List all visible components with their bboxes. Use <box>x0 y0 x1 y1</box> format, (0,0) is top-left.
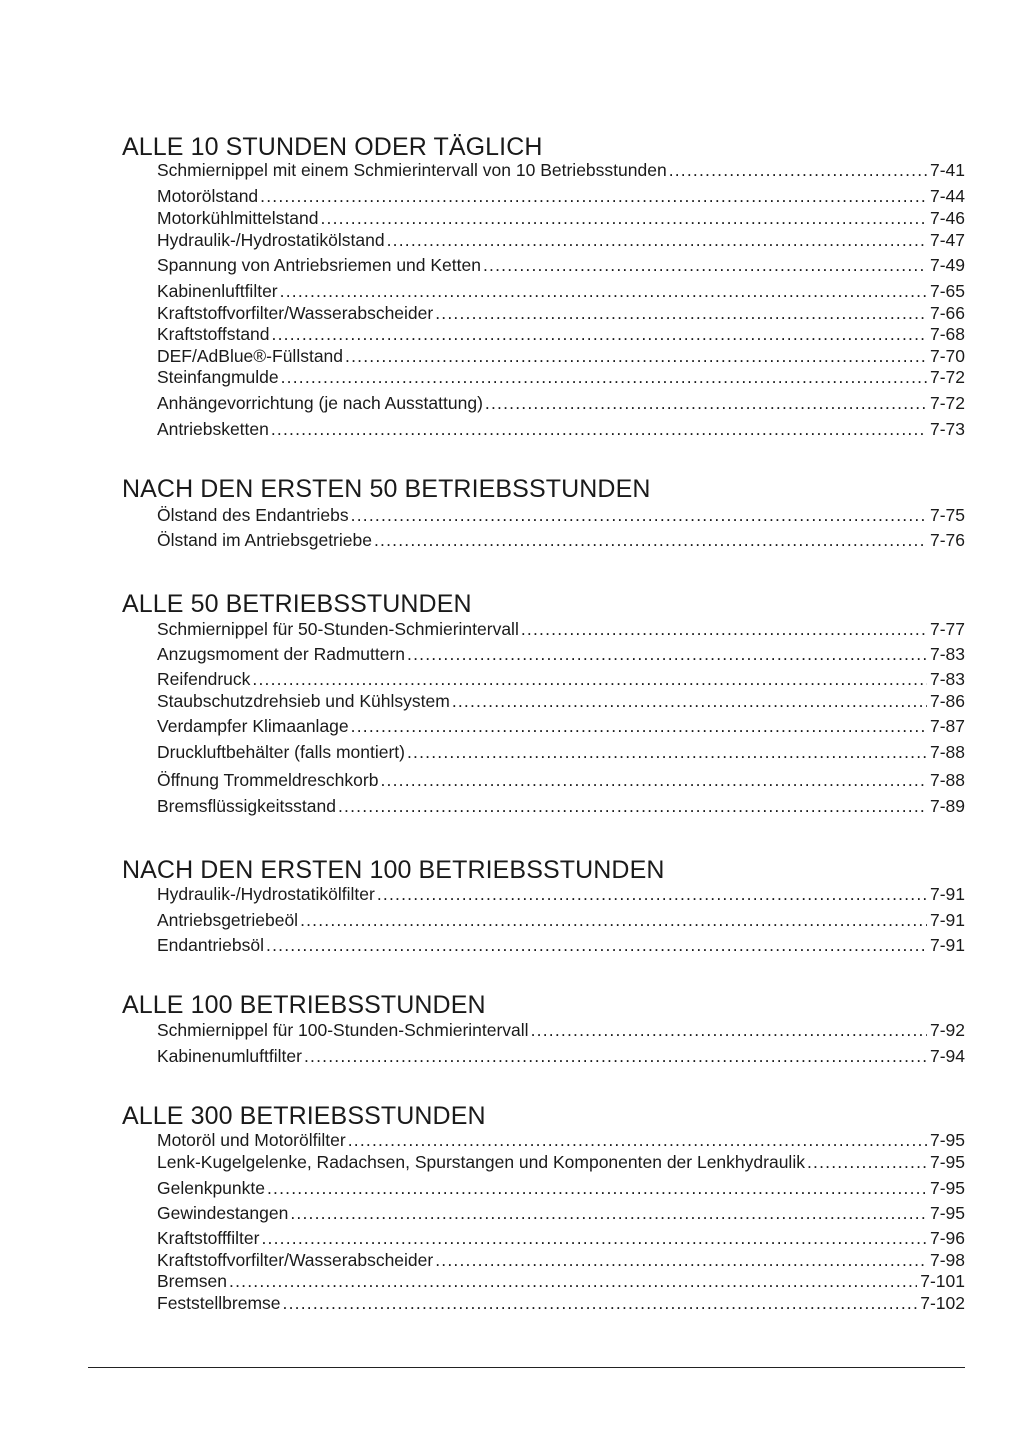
toc-entry-title: Kraftstoffvorfilter/Wasserabscheider <box>157 303 434 323</box>
toc-entry-title: Kabinenumluftfilter <box>157 1046 302 1066</box>
toc-entry-title: Steinfangmulde <box>157 367 279 387</box>
toc-entry-page-number: 7-75 <box>929 505 965 525</box>
toc-entry-page-number: 7-102 <box>920 1293 965 1313</box>
toc-entry-page-number: 7-41 <box>929 160 965 180</box>
toc-entry-title: Anhängevorrichtung (je nach Ausstattung) <box>157 393 483 413</box>
toc-entry[interactable] <box>157 302 965 324</box>
toc-entry[interactable] <box>157 1045 965 1067</box>
toc-entry-title: Motorkühlmittelstand <box>157 208 319 228</box>
toc-entry-page-number: 7-70 <box>929 346 965 366</box>
toc-entry-title: Feststellbremse <box>157 1293 281 1313</box>
toc-entry[interactable] <box>157 934 965 956</box>
toc-entry[interactable] <box>157 254 965 276</box>
toc-entry[interactable] <box>157 366 965 388</box>
toc-entry-page-number: 7-76 <box>929 530 965 550</box>
toc-entry-page-number: 7-86 <box>929 691 965 711</box>
toc-entry-page-number: 7-49 <box>929 255 965 275</box>
toc-entry[interactable] <box>157 1129 965 1151</box>
dot-leader <box>452 690 927 712</box>
section-heading: ALLE 100 BETRIEBSSTUNDEN <box>122 991 486 1019</box>
dot-leader <box>435 302 927 324</box>
toc-entry-title: Antriebsgetriebeöl <box>157 910 299 930</box>
toc-entry[interactable] <box>157 741 965 763</box>
dot-leader <box>531 1019 927 1041</box>
dot-leader <box>261 1227 927 1249</box>
toc-entry-title: Ölstand im Antriebsgetriebe <box>157 530 372 550</box>
toc-entry-title: Druckluftbehälter (falls montiert) <box>157 742 405 762</box>
toc-entry[interactable] <box>157 159 965 181</box>
toc-entry-title: Hydraulik-/Hydrostatikölstand <box>157 230 385 250</box>
toc-entry-title: Öffnung Trommeldreschkorb <box>157 770 379 790</box>
toc-entry-title: DEF/AdBlue®-Füllstand <box>157 346 344 366</box>
toc-entry[interactable] <box>157 883 965 905</box>
toc-entry-page-number: 7-65 <box>929 281 965 301</box>
section-heading: NACH DEN ERSTEN 100 BETRIEBSSTUNDEN <box>122 856 665 884</box>
toc-entry-page-number: 7-95 <box>929 1203 965 1223</box>
toc-entry-title: Spannung von Antriebsriemen und Ketten <box>157 255 481 275</box>
toc-entry-page-number: 7-68 <box>929 324 965 344</box>
toc-entry-title: Motoröl und Motorölfilter <box>157 1130 346 1150</box>
toc-entry[interactable] <box>157 207 965 229</box>
dot-leader <box>271 418 927 440</box>
toc-entry-title: Schmiernippel für 50-Stunden-Schmierintervall <box>157 619 519 639</box>
dot-leader <box>351 504 927 526</box>
toc-entry[interactable] <box>157 1019 965 1041</box>
dot-leader <box>272 323 927 345</box>
dot-leader <box>283 1292 918 1314</box>
toc-entry[interactable] <box>157 618 965 640</box>
dot-leader <box>485 392 927 414</box>
toc-entry[interactable] <box>157 280 965 302</box>
toc-entry[interactable] <box>157 909 965 931</box>
toc-entry-title: Lenk-Kugelgelenke, Radachsen, Spurstangen und Komponenten der Lenkhydraulik <box>157 1152 805 1172</box>
toc-entry-page-number: 7-47 <box>929 230 965 250</box>
toc-entry[interactable] <box>157 1227 965 1249</box>
toc-entry-page-number: 7-46 <box>929 208 965 228</box>
toc-entry[interactable] <box>157 1151 965 1173</box>
dot-leader <box>387 229 927 251</box>
toc-entry[interactable] <box>157 769 965 791</box>
toc-entry[interactable] <box>157 1249 965 1271</box>
section-heading: NACH DEN ERSTEN 50 BETRIEBSSTUNDEN <box>122 475 651 503</box>
toc-entry-page-number: 7-87 <box>929 716 965 736</box>
dot-leader <box>348 1129 927 1151</box>
toc-entry-page-number: 7-92 <box>929 1020 965 1040</box>
toc-entry[interactable] <box>157 345 965 367</box>
toc-entry-title: Antriebsketten <box>157 419 269 439</box>
toc-entry-page-number: 7-72 <box>929 393 965 413</box>
dot-leader <box>521 618 927 640</box>
toc-entry-title: Bremsen <box>157 1271 228 1291</box>
toc-entry[interactable] <box>157 529 965 551</box>
section-heading: ALLE 300 BETRIEBSSTUNDEN <box>122 1102 486 1130</box>
dot-leader <box>377 883 927 905</box>
toc-entry[interactable] <box>157 185 965 207</box>
toc-entry-page-number: 7-101 <box>920 1271 965 1291</box>
toc-entry-title: Kraftstoffvorfilter/Wasserabscheider <box>157 1250 434 1270</box>
toc-entry[interactable] <box>157 392 965 414</box>
toc-entry-page-number: 7-77 <box>929 619 965 639</box>
toc-entry[interactable] <box>157 690 965 712</box>
dot-leader <box>252 668 927 690</box>
dot-leader <box>669 159 927 181</box>
toc-entry-page-number: 7-98 <box>929 1250 965 1270</box>
toc-entry-title: Hydraulik-/Hydrostatikölfilter <box>157 884 375 904</box>
dot-leader <box>483 254 927 276</box>
toc-entry[interactable] <box>157 643 965 665</box>
toc-entry-page-number: 7-95 <box>929 1178 965 1198</box>
toc-entry-title: Staubschutzdrehsieb und Kühlsystem <box>157 691 450 711</box>
dot-leader <box>407 741 927 763</box>
dot-leader <box>267 1177 927 1199</box>
toc-entry-page-number: 7-66 <box>929 303 965 323</box>
toc-entry-title: Kraftstofffilter <box>157 1228 260 1248</box>
toc-entry-title: Endantriebsöl <box>157 935 265 955</box>
toc-entry-title: Reifendruck <box>157 669 251 689</box>
toc-entry-page-number: 7-91 <box>929 884 965 904</box>
dot-leader <box>281 366 927 388</box>
toc-entry[interactable] <box>157 795 965 817</box>
toc-entry-page-number: 7-89 <box>929 796 965 816</box>
toc-entry-page-number: 7-72 <box>929 367 965 387</box>
footer-rule <box>88 1367 965 1368</box>
section-heading: ALLE 10 STUNDEN ODER TÄGLICH <box>122 133 543 161</box>
toc-entry-title: Schmiernippel mit einem Schmierintervall von 10 Betriebsstunden <box>157 160 667 180</box>
dot-leader <box>338 795 927 817</box>
toc-entry-title: Motorölstand <box>157 186 259 206</box>
toc-entry-page-number: 7-83 <box>929 644 965 664</box>
dot-leader <box>380 769 927 791</box>
dot-leader <box>807 1151 927 1173</box>
dot-leader <box>266 934 927 956</box>
toc-entry[interactable] <box>157 1270 965 1292</box>
dot-leader <box>300 909 927 931</box>
toc-entry-page-number: 7-91 <box>929 910 965 930</box>
toc-entry[interactable] <box>157 668 965 690</box>
toc-entry[interactable] <box>157 323 965 345</box>
toc-entry-page-number: 7-94 <box>929 1046 965 1066</box>
dot-leader <box>229 1270 917 1292</box>
toc-entry-title: Ölstand des Endantriebs <box>157 505 349 525</box>
toc-entry[interactable] <box>157 1202 965 1224</box>
toc-entry-title: Schmiernippel für 100-Stunden-Schmierintervall <box>157 1020 529 1040</box>
toc-entry-title: Kraftstoffstand <box>157 324 270 344</box>
toc-entry[interactable] <box>157 1177 965 1199</box>
toc-entry-page-number: 7-83 <box>929 669 965 689</box>
toc-entry-page-number: 7-88 <box>929 742 965 762</box>
dot-leader <box>320 207 927 229</box>
toc-entry-title: Gelenkpunkte <box>157 1178 265 1198</box>
toc-entry-title: Anzugsmoment der Radmuttern <box>157 644 406 664</box>
toc-entry-title: Gewindestangen <box>157 1203 289 1223</box>
toc-entry-page-number: 7-95 <box>929 1152 965 1172</box>
toc-entry-page-number: 7-91 <box>929 935 965 955</box>
toc-entry[interactable] <box>157 715 965 737</box>
toc-entry-page-number: 7-73 <box>929 419 965 439</box>
toc-entry[interactable] <box>157 504 965 526</box>
dot-leader <box>280 280 927 302</box>
toc-entry-title: Kabinenluftfilter <box>157 281 278 301</box>
toc-entry[interactable] <box>157 229 965 251</box>
dot-leader <box>435 1249 927 1271</box>
dot-leader <box>290 1202 927 1224</box>
dot-leader <box>351 715 927 737</box>
toc-entry[interactable] <box>157 1292 965 1314</box>
dot-leader <box>304 1045 927 1067</box>
toc-entry-page-number: 7-88 <box>929 770 965 790</box>
section-heading: ALLE 50 BETRIEBSSTUNDEN <box>122 590 472 618</box>
dot-leader <box>260 185 927 207</box>
dot-leader <box>345 345 927 367</box>
toc-entry-title: Verdampfer Klimaanlage <box>157 716 349 736</box>
toc-entry[interactable] <box>157 418 965 440</box>
toc-entry-title: Bremsflüssigkeitsstand <box>157 796 336 816</box>
toc-entry-page-number: 7-44 <box>929 186 965 206</box>
dot-leader <box>407 643 927 665</box>
toc-entry-page-number: 7-95 <box>929 1130 965 1150</box>
toc-entry-page-number: 7-96 <box>929 1228 965 1248</box>
dot-leader <box>374 529 927 551</box>
